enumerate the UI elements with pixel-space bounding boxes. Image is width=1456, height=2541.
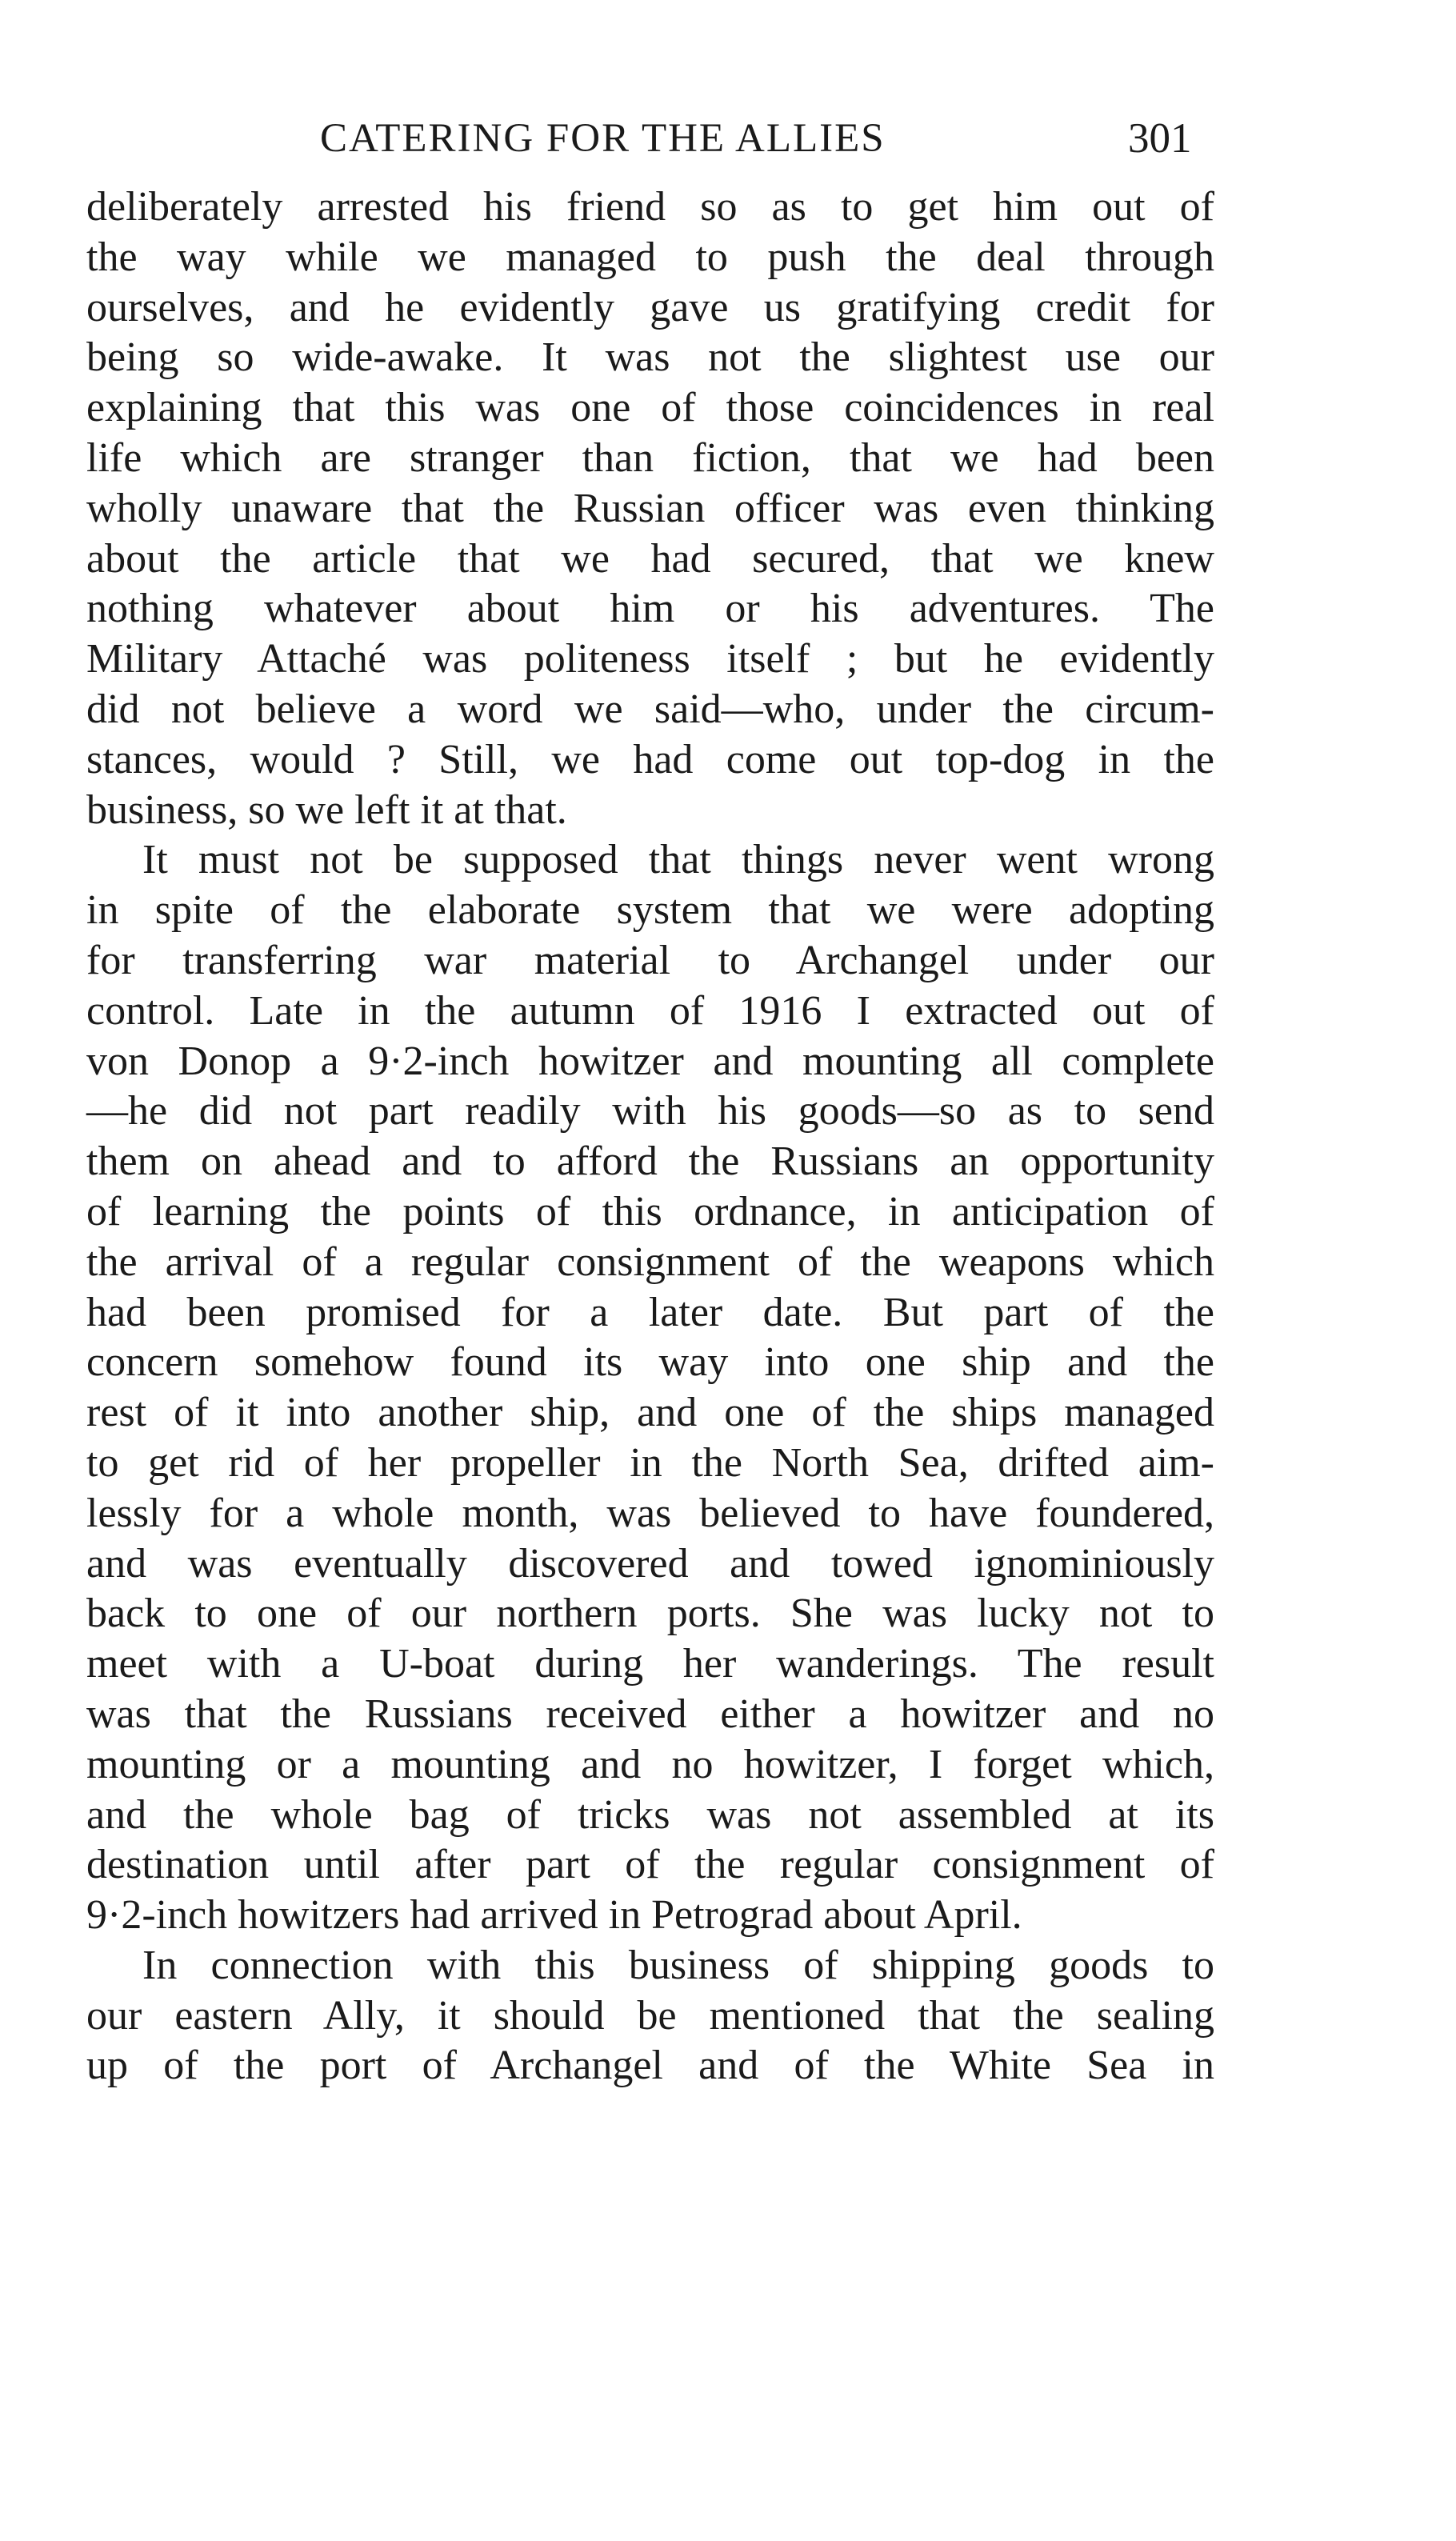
text-line: mounting or a mounting and no howitzer, I forget which, xyxy=(86,1741,1214,1787)
text-line: for transferring war material to Archangel under our xyxy=(86,937,1214,983)
text-line: meet with a U-boat during her wanderings. The result xyxy=(86,1641,1214,1687)
running-head xyxy=(0,110,1456,166)
text-line: destination until after part of the regular consignment of xyxy=(86,1842,1214,1888)
body-text xyxy=(86,182,1214,2091)
text-line: of learning the points of this ordnance, in anticipation of xyxy=(86,1188,1214,1234)
paragraph-2 xyxy=(86,835,1214,1941)
text-line: was that the Russians received either a howitzer and no xyxy=(86,1691,1214,1737)
page-number: 301 xyxy=(1128,115,1192,162)
text-line: nothing whatever about him or his adventures. The xyxy=(86,586,1214,632)
text-line: ourselves, and he evidently gave us gratifying credit for xyxy=(86,284,1214,330)
running-title: CATERING FOR THE ALLIES xyxy=(320,116,886,161)
text-line: concern somehow found its way into one ship and the xyxy=(86,1339,1214,1386)
text-line: 9·2-inch howitzers had arrived in Petrograd about April. xyxy=(86,1892,1022,1939)
text-line: explaining that this was one of those coincidences in real xyxy=(86,385,1214,431)
text-line: about the article that we had secured, that we knew xyxy=(86,535,1214,582)
text-line: and the whole bag of tricks was not assembled at its xyxy=(86,1791,1214,1838)
text-line: —he did not part readily with his goods—so as to send xyxy=(86,1088,1214,1134)
text-line: being so wide-awake. It was not the slightest use our xyxy=(86,334,1214,381)
text-line: Military Attaché was politeness itself ; but he evidently xyxy=(86,636,1214,682)
text-line: business, so we left it at that. xyxy=(86,786,567,833)
text-line: the way while we managed to push the deal through xyxy=(86,234,1214,280)
text-line: life which are stranger than fiction, that we had been xyxy=(86,434,1214,481)
text-line: lessly for a whole month, was believed to have foundered, xyxy=(86,1490,1214,1536)
text-line: up of the port of Archangel and of the White Sea in xyxy=(86,2043,1214,2089)
text-line: control. Late in the autumn of 1916 I extracted out of xyxy=(86,987,1214,1034)
text-line: had been promised for a later date. But part of the xyxy=(86,1289,1214,1335)
text-line: to get rid of her propeller in the North Sea, drifted aim- xyxy=(86,1439,1214,1486)
text-line: did not believe a word we said—who, under the circum- xyxy=(86,686,1214,732)
text-line: and was eventually discovered and towed ignominiously xyxy=(86,1540,1214,1587)
paragraph-3 xyxy=(86,1941,1214,2091)
text-line: wholly unaware that the Russian officer was even thinking xyxy=(86,485,1214,531)
text-line: the arrival of a regular consignment of the weapons which xyxy=(86,1238,1214,1285)
text-line: them on ahead and to afford the Russians an opportunity xyxy=(86,1138,1214,1185)
text-line: stances, would ? Still, we had come out top-dog in the xyxy=(86,736,1214,782)
text-line: It must not be supposed that things never went wrong xyxy=(142,837,1214,883)
text-line: rest of it into another ship, and one of the ships managed xyxy=(86,1390,1214,1436)
text-line: von Donop a 9·2-inch howitzer and mounting all complete xyxy=(86,1038,1214,1084)
text-line: In connection with this business of shipping goods to xyxy=(142,1942,1214,1988)
text-line: back to one of our northern ports. She was lucky not to xyxy=(86,1591,1214,1637)
text-line: in spite of the elaborate system that we were adopting xyxy=(86,887,1214,934)
text-line: deliberately arrested his friend so as to get him out of xyxy=(86,184,1214,230)
text-line: our eastern Ally, it should be mentioned that the sealing xyxy=(86,1992,1214,2039)
paragraph-1 xyxy=(86,182,1214,835)
